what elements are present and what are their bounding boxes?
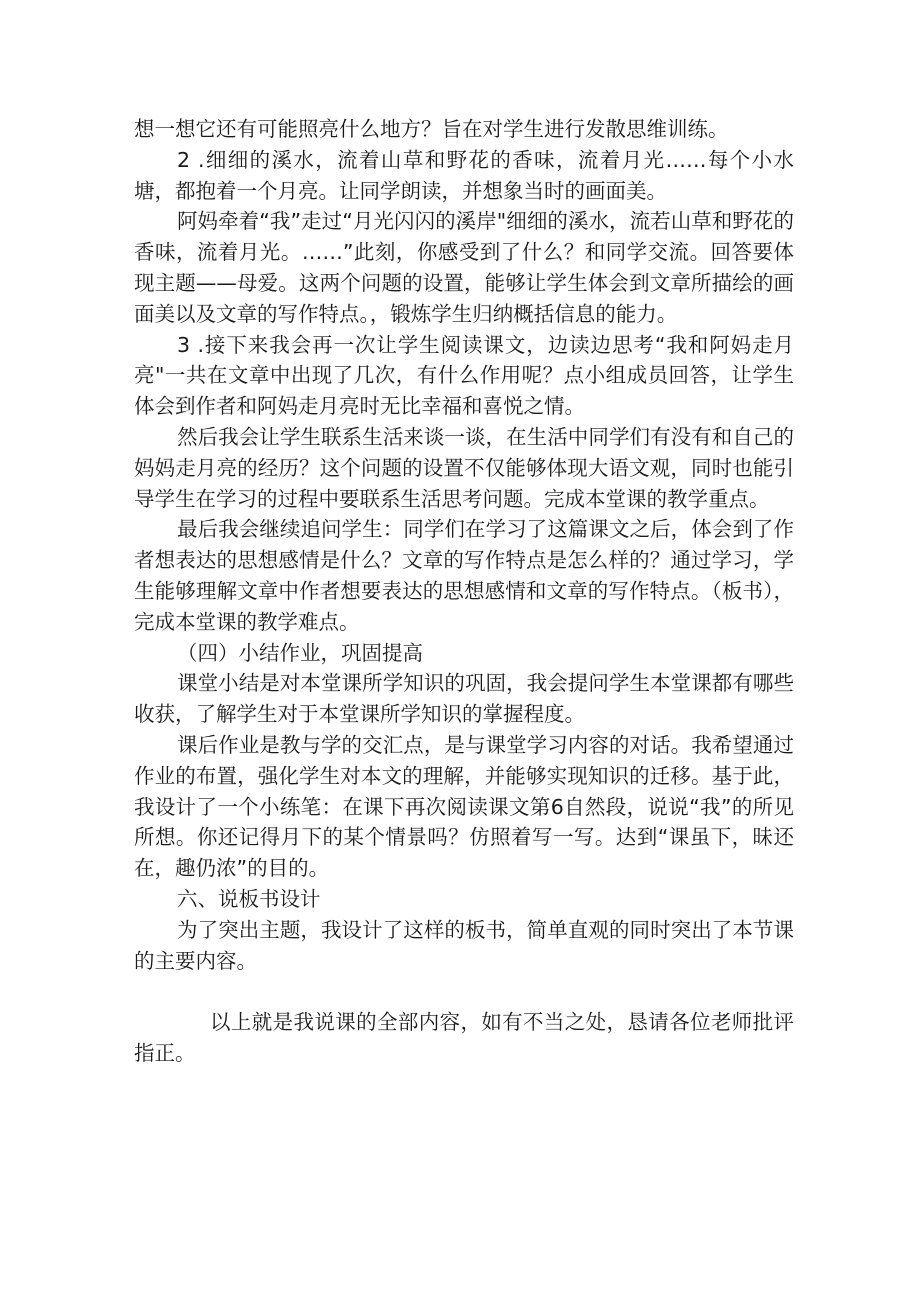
paragraph-2: 2 .细细的溪水，流着山草和野花的香味，流着月光……每个小水塘，都抱着一个月亮。让同学朗读，并想象当时的画面美。 — [134, 147, 794, 203]
paragraph-6: 最后我会继续追问学生：同学们在学习了这篇课文之后，体会到了作者想表达的思想感情是什么？文章的写作特点是怎么样的？通过学习，学生能够理解文章中作者想要表达的思想感情和文章的写作特点。（板书），完成本堂课的教学难点。 — [134, 517, 794, 634]
closing-paragraph: 以上就是我说课的全部内容，如有不当之处，恳请各位老师批评指正。 — [134, 1010, 794, 1066]
paragraph-5: 然后我会让学生联系生活来谈一谈，在生活中同学们有没有和自己的妈妈走月亮的经历？这个问题的设置不仅能够体现大语文观，同时也能引导学生在学习的过程中要联系生活思考问题。完成本堂课的教学重点。 — [134, 424, 794, 511]
paragraph-4: 3 .接下来我会再一次让学生阅读课文，边读边思考“我和阿妈走月亮"一共在文章中出现了几次，有什么作用呢？点小组成员回答，让学生体会到作者和阿妈走月亮时无比幸福和喜悦之情。 — [134, 332, 794, 419]
section-heading-board-design: 六、说板书设计 — [177, 886, 321, 911]
paragraph-1: 想一想它还有可能照亮什么地方？旨在对学生进行发散思维训练。 — [134, 117, 729, 141]
paragraph-3: 阿妈牵着“我”走过“月光闪闪的溪岸"细细的溪水，流若山草和野花的香味，流着月光。……”此刻，你感受到了什么？和同学交流。回答要体现主题——母爱。这两个问题的设置，能够让学生体会到文章所描绘的画面美以及文章的写作特点。，锻炼学生归纳概括信息的能力。 — [134, 209, 794, 326]
document-page — [134, 114, 794, 1069]
paragraph-11: 为了突出主题，我设计了这样的板书，简单直观的同时突出了本节课的主要内容。 — [134, 917, 794, 973]
section-heading-summary: （四）小结作业，巩固提高 — [177, 640, 423, 665]
paragraph-9: 课后作业是教与学的交汇点，是与课堂学习内容的对话。我希望通过作业的布置，强化学生对本文的理解，并能够实现知识的迁移。基于此，我设计了一个小练笔：在课下再次阅读课文第6自然段，说说“我”的所见所想。你还记得月下的某个情景吗？仿照着写一写。达到“课虽下，昧还在，趣仍浓”的目的。 — [134, 732, 794, 881]
spacer — [134, 976, 794, 1007]
paragraph-8: 课堂小结是对本堂课所学知识的巩固，我会提问学生本堂课都有哪些收获，了解学生对于本堂课所学知识的掌握程度。 — [134, 671, 794, 727]
